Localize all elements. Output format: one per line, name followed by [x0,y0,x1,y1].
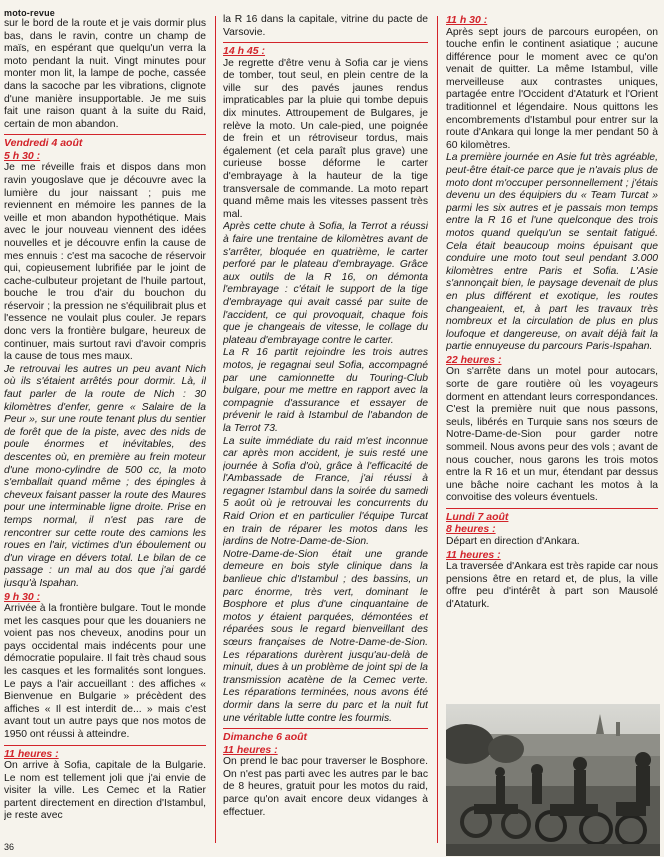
paragraph-italic: La première journée en Asie fut très agréable, peut-être était-ce parce que je n'avais plus de moto dont m'occuper personnellement ; j'étais devenu un des équipiers du « Team Turcat » parmi les six autres et je passais mon temps entre la R 16 et l'une quelconque des trois motos quand quelqu'un se sentait fatigué. Cela était beaucoup moins épuisant que conduire une moto tout seul pendant 3.000 kilomètres entre Paris et Sofia. L'Asie s'annonçait bien, le paysage devenait de plus en plus différent et exotique, les routes changeaient, et, à part les travaux très nombreux et la circulation de plus en plus loufoque et dangereuse, on avait déjà fait la partie ennuyeuse du parcours Paris-Ispahan. [446,152,658,353]
section-rule [223,42,428,43]
time-heading: 22 heures : [446,353,502,366]
paragraph: la R 16 dans la capitale, vitrine du pacte de Varsovie. [223,14,428,38]
article-column-3 [446,14,658,700]
time-heading: 11 heures : [4,747,59,760]
paragraph: Je regrette d'être venu à Sofia car je viens de tomber, tout seul, en plein centre de la ville sur des pavés jaunes rendus impraticables par la pluie qui tombe depuis dix minutes. Attroupement de Bulgares, je relève la moto. Un cale-pied, une poignée de frein et un rétroviseur tordus, mais également (et cela paraît plus grave) une curieuse bosse déforme le carter d'embrayage à la hauteur de la tige transversale de commande. La moto repart quand même mais les vitesses passent très mal. [223,57,428,220]
date-heading: Vendredi 4 août [4,137,83,150]
section-rule [4,745,206,746]
paragraph-italic: La R 16 partit rejoindre les trois autres motos, je regagnai seul Sofia, accompagné par une camionnette du Touring-Club bulgare, pour me mettre en rapport avec la compagnie d'assurance et essayer de prévenir le raid à Istambul de l'abandon de la Terrot 73. [223,347,428,434]
time-heading: 14 h 45 : [223,45,266,58]
paragraph: Arrivée à la frontière bulgare. Tout le monde met les casques pour que les douaniers ne voient pas nos cheveux, anodins pour un pays occidental mais indécents pour une démocratie populaire. Il fait très chaud sous les casques et les formalités sont longues. Le pays a l'air accueillant : des affiches « Bienvenue en Bulgarie » précèdent des affiches « Il est interdit de... » mais c'est avant tout un autre pays que nos motos de 1950 ont réussi à atteindre. [4,603,206,740]
time-heading: 11 heures : [223,743,278,756]
time-heading: 11 h 30 : [446,14,488,26]
column-divider [215,16,216,843]
date-heading: Dimanche 6 août [223,731,308,744]
paragraph: On s'arrête dans un motel pour autocars, sorte de gare routière où les voyageurs dorment en attendant leurs correspondances. C'est la première nuit que nous passons, seuls, libérés en Turquie sans nos sœurs de Notre-Dame-de-Sion pour garder notre sommeil. Nous avons peur des vols ; avant de nous coucher, nous garons les trois motos entre la R 16 et un mur, étendant par dessus une bâche noire cachant les motos à la convoitise des voleurs éventuels. [446,366,658,504]
time-heading: 5 h 30 : [4,149,41,162]
paragraph-italic: Après cette chute à Sofia, la Terrot a réussi à faire une trentaine de kilomètres avant de s'arrêter, bloquée en quatrième, le carter perforé par le plateau d'embrayage. Grâce aux outils de la R 16, on démonta l'embrayage : c'était le support de la tige d'embrayage qui avait cassé par suite de l'accident, ce qui provoquait, chaque fois que je changeais de vitesse, le collage du plateau d'embrayage contre le carter. [223,221,428,346]
section-rule [446,508,658,509]
paragraph: On prend le bac pour traverser le Bosphore. On n'est pas parti avec les autres par le bac de 8 heures, gratuit pour les motos du raid, parce qu'on avait encore deux vidanges à effectuer. [223,756,428,818]
page-number: 36 [4,842,15,852]
time-heading: 11 heures : [446,548,501,561]
paragraph-italic: Je retrouvai les autres un peu avant Nich où ils s'étaient arrêtés pour dormir. Là, il faut parler de la route de Nich : 30 kilomètres d'enfer, genre « Salaire de la Peur », sur une route tenant plus du sentier de forêt que de la piste, avec des nids de poule énormes et inévitables, des descentes où, en première au frein moteur d'une mono-cylindre de 500 cc, la moto s'emballait quand même ; des épingles à cheveux faisant passer la route des Maures pour une interminable ligne droite. Prise en temps normal, il n'est pas rare de rencontrer sur cette route des camions les roues en l'air, victimes d'un éboulement ou d'un virage en dévers total. Le bilan de ce passage : un mal au dos que j'ai gardé jusqu'à Ispahan. [4,363,206,589]
paragraph: Après sept jours de parcours européen, on touche enfin le continent asiatique ; aucune différence pour le moment avec ce qu'on venait de quitter. La même Istambul, ville merveilleuse aux contrastes uniques, partagée entre l'Occident d'Ataturk et l'Orient traditionnel et légendaire. Nous quittons les encombrements d'Istambul pour entrer sur la route d'Ankara qui longe la mer pendant 50 à 60 kilomètres. [446,26,658,151]
time-heading: 9 h 30 : [4,590,41,603]
article-column-2 [223,14,428,843]
section-rule [223,728,428,729]
date-heading: Lundi 7 août [446,510,509,523]
paragraph-italic: La suite immédiate du raid m'est inconnue car après mon accident, je suis resté une journée à Sofia d'où, grâce à l'efficacité de l'Ambassade de France, j'ai réussi à regagner Istambul dans la soirée du samedi 5 août où je retrouvai les concurrents du Raid Orion et en particulier l'équipe Turcat en train de réparer les motos dans les jardins de Notre-Dame-de-Sion. [223,435,428,548]
column-divider [437,16,438,843]
paragraph: Départ en direction d'Ankara. [446,535,580,547]
paragraph: Je me réveille frais et dispos dans mon ravin yougoslave que je découvre avec la lumière du jour naissant ; puis me reviennent en mémoire les pannes de la veille et mon abandon hypothétique. Mais avec le jour nouveau viennent des idées nouvelles et je découvre enfin la cause de mes ennuis : c'est ma sacoche de réservoir qui, copieusement lubrifiée par le joint de cache-culbuteur projetant de l'huile partout, bouche le trou d'air du bouchon du réservoir ; la pression ne s'équilibrait plus et l'essence ne voulait plus couler. Je repars donc vers la frontière bulgare, heureux de continuer, mais surtout ravi d'avoir compris la cause de tous mes maux. [4,162,206,363]
section-rule [4,134,206,135]
motorcycles-photo [446,704,660,856]
article-column-1 [4,18,206,843]
paragraph: On arrive à Sofia, capitale de la Bulgarie. Le nom est tellement joli que j'ai envie de visiter la ville. Les Cemec et la Ratier partent directement en direction d'Istambul, je reste avec [4,760,206,822]
paragraph-italic: Notre-Dame-de-Sion était une grande demeure en bois style clinique dans la banlieue chic d'Istambul ; des bassins, un parc énorme, très vert, dominant le Bosphore et plus d'une cinquantaine de motos y étaient parquées, démontées et réparées sous le regard bienveillant des sœurs françaises de Notre-Dame-de-Sion. Les réparations durèrent jusqu'au-delà de minuit, dues à un problème de joint spi de la transmission acatène de la Cemec verte. Les réparations terminées, nous avons été dormir dans la serre du parc et la nuit fut une véritable lutte contre les fourmis. [223,548,428,724]
paragraph: sur le bord de la route et je vais dormir plus bas, dans le ravin, contre un champ de maïs, en espérant que quelqu'un verra la moto pendant la nuit. Vingt minutes pour monter mon lit, la lampe de poche, cassée dans la sacoche par les vibrations, clignote d'une manière insupportable. Je me suis fait une raison quant à la suite du Raid, certain de mon abandon. [4,18,206,130]
masthead: moto-revue [4,8,56,18]
paragraph: La traversée d'Ankara est très rapide car nous pensions être en retard et, de plus, la ville offre peu d'intérêt à part son Mausolé d'Ataturk. [446,561,658,610]
time-heading: 8 heures : [446,523,496,536]
